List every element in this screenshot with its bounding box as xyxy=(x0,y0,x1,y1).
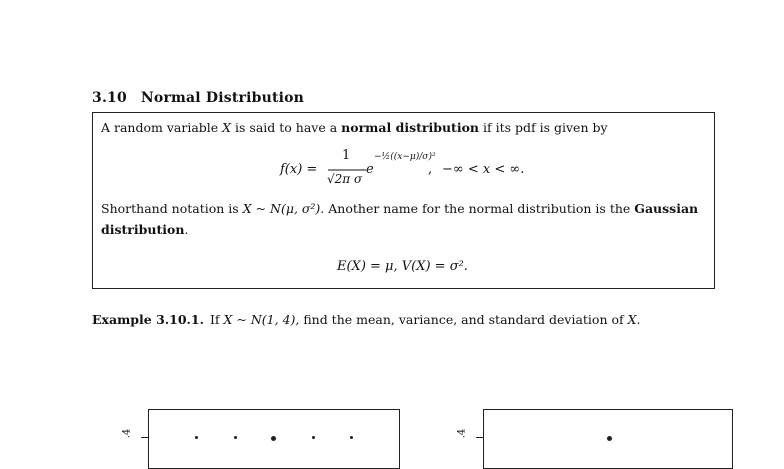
def-text: Shorthand notation is xyxy=(101,201,243,216)
notation: X ~ N(μ, σ²). xyxy=(242,201,325,216)
section-title: Normal Distribution xyxy=(140,90,305,106)
example-notation: X ~ N(1, 4), xyxy=(223,312,300,327)
formula-domain: −∞ < x < ∞. xyxy=(442,162,525,177)
formula-lhs: f(x) = xyxy=(280,162,318,177)
var-x: X xyxy=(627,312,637,327)
definition-line-2 xyxy=(101,201,698,216)
example-text: find the mean, variance, and standard deviation of xyxy=(299,312,628,327)
example-text: . xyxy=(636,312,641,327)
def-text: . xyxy=(184,222,189,237)
plot-1-point xyxy=(234,436,237,439)
plot-1-ytick-label: .4 xyxy=(121,428,133,439)
section-number: 3.10 xyxy=(92,90,127,106)
plot-1-point xyxy=(271,436,276,441)
formula-exp-base: e xyxy=(366,162,374,177)
var-x: X xyxy=(222,120,232,135)
formula-exponent: −½((x−μ)/σ)² xyxy=(374,152,436,162)
expectation-formula: E(X) = μ, V(X) = σ². xyxy=(337,259,468,274)
example-3-10-1 xyxy=(92,312,640,327)
section-heading xyxy=(92,90,304,106)
def-text: A random variable xyxy=(101,120,223,135)
plot-1-point xyxy=(312,436,315,439)
plot-2-ytick xyxy=(476,437,483,438)
example-text: If xyxy=(209,312,224,327)
formula-denominator: √2π σ xyxy=(327,172,363,186)
formula-separator: , xyxy=(428,162,433,177)
plot-1-frame xyxy=(148,409,400,469)
term-gaussian: Gaussian xyxy=(634,201,699,216)
plot-2-frame xyxy=(483,409,733,469)
term-normal-distribution: normal distribution xyxy=(341,120,480,135)
example-label: Example 3.10.1. xyxy=(92,312,204,327)
def-text: Another name for the normal distribution is the xyxy=(324,201,635,216)
definition-line-1 xyxy=(101,120,608,135)
def-text: is said to have a xyxy=(231,120,342,135)
plot-1-point xyxy=(350,436,353,439)
fraction-bar xyxy=(328,169,366,171)
definition-line-3 xyxy=(101,222,188,237)
formula-numerator: 1 xyxy=(342,148,351,163)
plot-1-point xyxy=(195,436,198,439)
plot-1-ytick xyxy=(141,437,148,438)
plot-2-point xyxy=(607,436,612,441)
plot-2-ytick-label: .4 xyxy=(456,428,468,439)
definition-box xyxy=(92,112,715,289)
term-distribution: distribution xyxy=(101,222,185,237)
def-text: if its pdf is given by xyxy=(479,120,608,135)
